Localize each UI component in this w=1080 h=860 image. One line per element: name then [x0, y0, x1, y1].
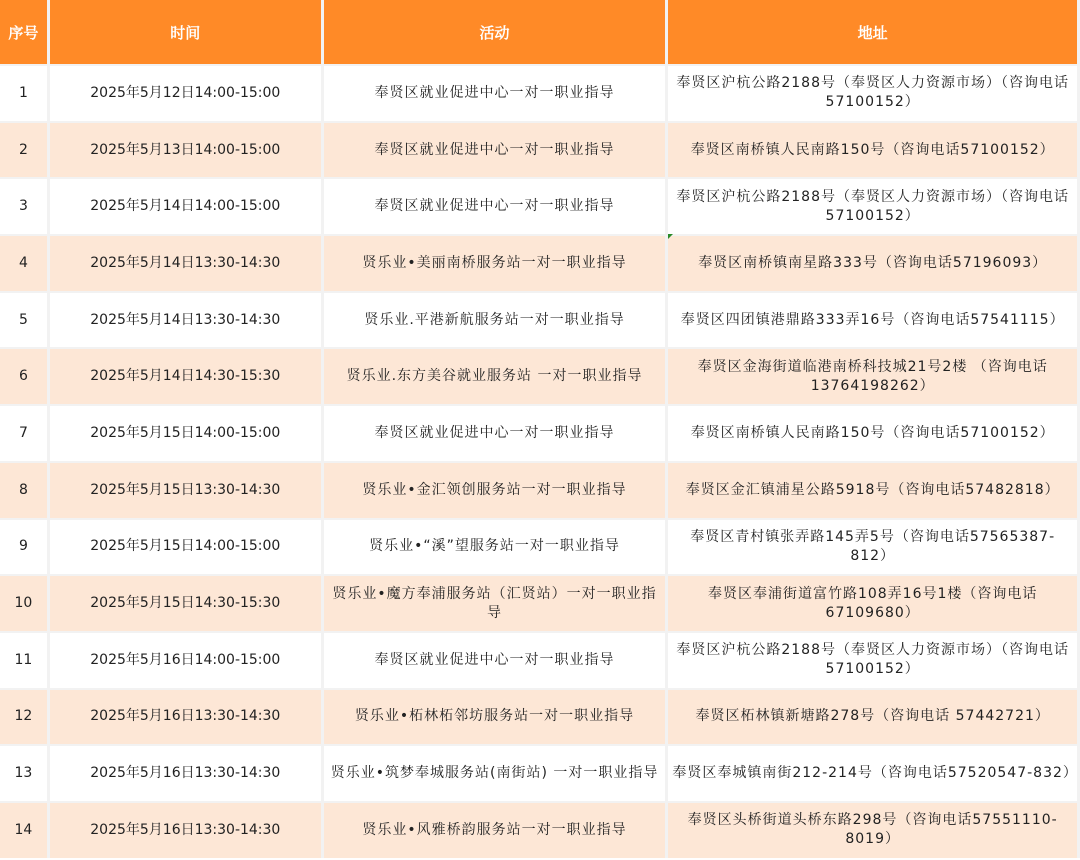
row-activity-cell: 奉贤区就业促进中心一对一职业指导	[324, 406, 666, 461]
row-number-cell: 10	[0, 576, 47, 631]
row-number-cell: 1	[0, 66, 47, 121]
row-number-cell: 12	[0, 690, 47, 745]
row-address-cell: 奉贤区金海街道临港南桥科技城21号2楼 （咨询电话13764198262）	[668, 349, 1077, 404]
row-activity-cell: 贤乐业•金汇领创服务站一对一职业指导	[324, 463, 666, 518]
row-time-cell: 2025年5月15日13:30-14:30	[50, 463, 321, 518]
table-row	[0, 746, 1077, 801]
row-activity-cell: 贤乐业•美丽南桥服务站一对一职业指导	[324, 236, 666, 291]
row-address-cell: 奉贤区南桥镇人民南路150号（咨询电话57100152）	[668, 406, 1077, 461]
table-row	[0, 66, 1077, 121]
row-activity-cell: 贤乐业•柘林柘邻坊服务站一对一职业指导	[324, 690, 666, 745]
table-header-row	[0, 0, 1077, 64]
row-address-cell: 奉贤区四团镇港鼎路333弄16号（咨询电话57541115）	[668, 293, 1077, 348]
row-time-cell: 2025年5月16日13:30-14:30	[50, 803, 321, 858]
table-row	[0, 293, 1077, 348]
row-activity-cell: 奉贤区就业促进中心一对一职业指导	[324, 179, 666, 234]
row-time-cell: 2025年5月16日14:00-15:00	[50, 633, 321, 688]
row-time-cell: 2025年5月15日14:30-15:30	[50, 576, 321, 631]
row-activity-cell: 贤乐业•筑梦奉城服务站(南街站) 一对一职业指导	[324, 746, 666, 801]
row-number-cell: 4	[0, 236, 47, 291]
row-number-cell: 14	[0, 803, 47, 858]
row-time-cell: 2025年5月14日13:30-14:30	[50, 236, 321, 291]
row-time-cell: 2025年5月16日13:30-14:30	[50, 690, 321, 745]
row-activity-cell: 奉贤区就业促进中心一对一职业指导	[324, 633, 666, 688]
row-address-cell: 奉贤区金汇镇浦星公路5918号（咨询电话57482818）	[668, 463, 1077, 518]
column-header-activity: 活动	[324, 0, 666, 64]
row-activity-cell: 贤乐业.平港新航服务站一对一职业指导	[324, 293, 666, 348]
row-activity-cell: 贤乐业•魔方奉浦服务站（汇贤站）一对一职业指导	[324, 576, 666, 631]
table-row	[0, 576, 1077, 631]
table-row	[0, 690, 1077, 745]
table-row	[0, 633, 1077, 688]
row-number-cell: 9	[0, 520, 47, 575]
row-number-cell: 11	[0, 633, 47, 688]
row-number-cell: 2	[0, 123, 47, 178]
table-row	[0, 803, 1077, 858]
row-time-cell: 2025年5月15日14:00-15:00	[50, 520, 321, 575]
row-address-cell: 奉贤区奉浦街道富竹路108弄16号1楼（咨询电话67109680）	[668, 576, 1077, 631]
table-row	[0, 123, 1077, 178]
table-row	[0, 349, 1077, 404]
row-number-cell: 5	[0, 293, 47, 348]
row-time-cell: 2025年5月14日14:30-15:30	[50, 349, 321, 404]
row-activity-cell: 奉贤区就业促进中心一对一职业指导	[324, 123, 666, 178]
row-activity-cell: 奉贤区就业促进中心一对一职业指导	[324, 66, 666, 121]
row-time-cell: 2025年5月14日13:30-14:30	[50, 293, 321, 348]
table-row	[0, 179, 1077, 234]
row-activity-cell: 贤乐业•风雅桥韵服务站一对一职业指导	[324, 803, 666, 858]
table-row	[0, 520, 1077, 575]
row-activity-cell: 贤乐业.东方美谷就业服务站 一对一职业指导	[324, 349, 666, 404]
row-time-cell: 2025年5月14日14:00-15:00	[50, 179, 321, 234]
row-time-cell: 2025年5月15日14:00-15:00	[50, 406, 321, 461]
table-body	[0, 66, 1077, 858]
row-number-cell: 13	[0, 746, 47, 801]
row-address-cell: 奉贤区奉城镇南街212-214号（咨询电话57520547-832）	[668, 746, 1077, 801]
row-activity-cell: 贤乐业•“溪”望服务站一对一职业指导	[324, 520, 666, 575]
row-address-cell: 奉贤区沪杭公路2188号（奉贤区人力资源市场）（咨询电话57100152）	[668, 66, 1077, 121]
column-header-no: 序号	[0, 0, 47, 64]
row-address-cell: 奉贤区沪杭公路2188号（奉贤区人力资源市场）（咨询电话57100152）	[668, 633, 1077, 688]
table-row	[0, 406, 1077, 461]
row-time-cell: 2025年5月13日14:00-15:00	[50, 123, 321, 178]
row-address-cell: 奉贤区柘林镇新塘路278号（咨询电话 57442721）	[668, 690, 1077, 745]
row-address-cell: 奉贤区南桥镇南星路333号（咨询电话57196093）	[668, 236, 1077, 291]
row-number-cell: 6	[0, 349, 47, 404]
row-address-cell: 奉贤区头桥街道头桥东路298号（咨询电话57551110-8019）	[668, 803, 1077, 858]
row-time-cell: 2025年5月12日14:00-15:00	[50, 66, 321, 121]
column-header-address: 地址	[668, 0, 1077, 64]
row-time-cell: 2025年5月16日13:30-14:30	[50, 746, 321, 801]
row-address-cell: 奉贤区沪杭公路2188号（奉贤区人力资源市场）（咨询电话57100152）	[668, 179, 1077, 234]
row-address-cell: 奉贤区南桥镇人民南路150号（咨询电话57100152）	[668, 123, 1077, 178]
table-row	[0, 463, 1077, 518]
row-number-cell: 8	[0, 463, 47, 518]
cell-comment-marker	[668, 234, 673, 239]
column-header-time: 时间	[50, 0, 321, 64]
row-address-cell: 奉贤区青村镇张弄路145弄5号（咨询电话57565387-812）	[668, 520, 1077, 575]
row-number-cell: 3	[0, 179, 47, 234]
row-number-cell: 7	[0, 406, 47, 461]
table-row	[0, 236, 1077, 291]
